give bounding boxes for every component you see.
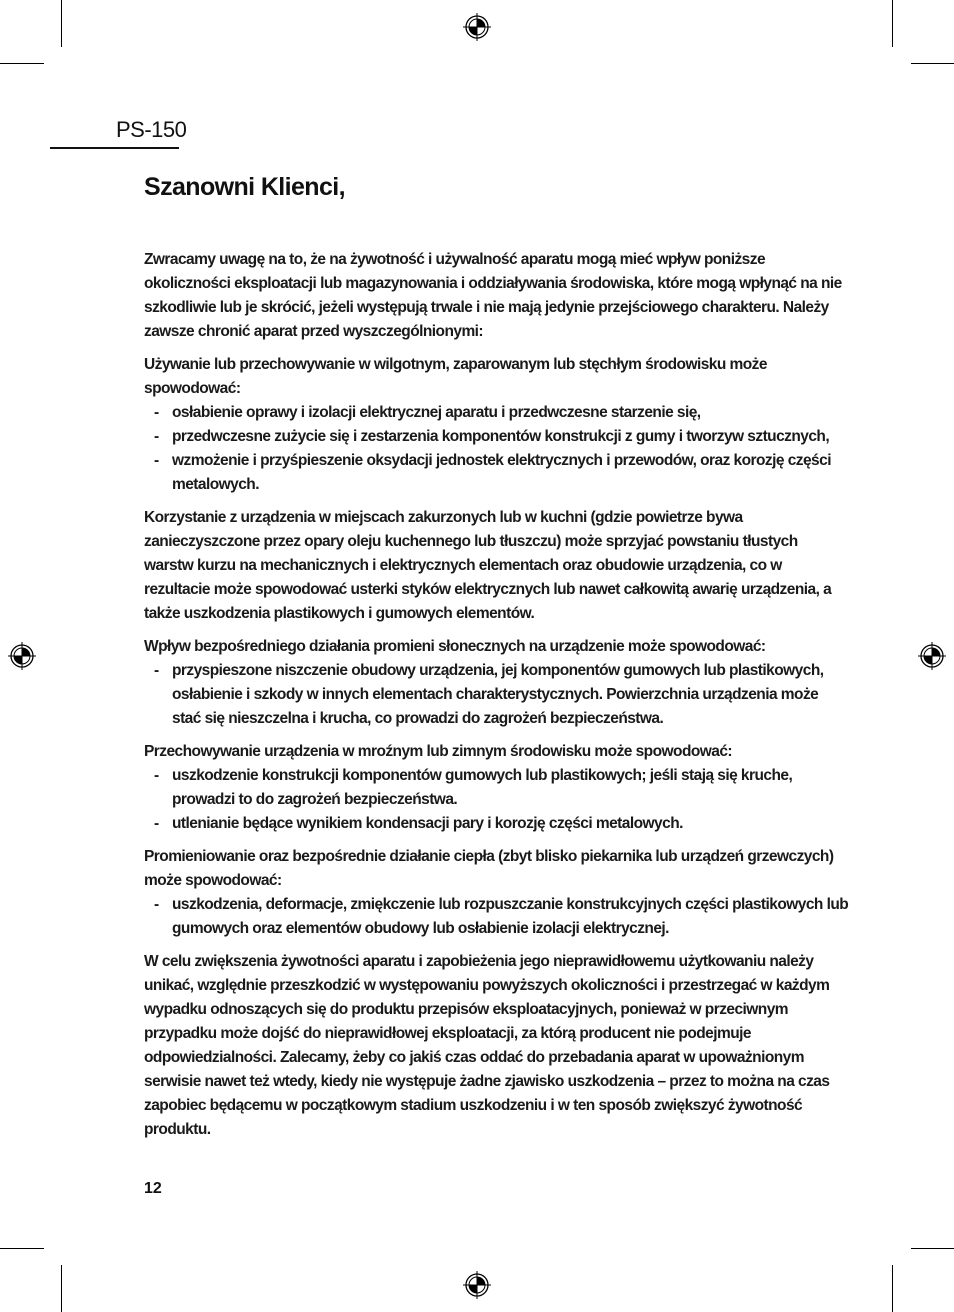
- crop-mark: [0, 63, 44, 64]
- list-marker: -: [154, 815, 159, 832]
- list-item: - przyspieszone niszczenie obudowy urządzenia, jej komponentów gumowych lub plastikowych, osłabienie i szkody w innych elementach charakterystycznych. Powierzchnia urządzenia może stać się nieszczelna i krucha, co prowadzi do zagrożeń bezpieczeństwa.: [144, 659, 849, 731]
- bullet-list: [144, 659, 849, 731]
- intro-paragraph: Zwracamy uwagę na to, że na żywotność i używalność aparatu mogą mieć wpływ poniższe okoliczności eksploatacji lub magazynowania i oddziaływania środowiska, które mogą wpłynąć na nie szkodliwie lub je skrócić, jeżeli występują trwale i nie mają jedynie przejściowego charakteru. Należy zawsze chronić aparat przed wyszczególnionymi:: [144, 251, 842, 340]
- list-marker: -: [154, 896, 159, 913]
- list-marker: -: [154, 662, 159, 679]
- header-rule: [50, 147, 179, 149]
- list-item: - przedwczesne zużycie się i zestarzenia komponentów konstrukcji z gumy i tworzyw sztucznych,: [144, 425, 849, 449]
- section-paragraph: Korzystanie z urządzenia w miejscach zakurzonych lub w kuchni (gdzie powietrze bywa zanieczyszczone przez opary oleju kuchennego lub tłuszczu) może sprzyjać powstaniu tłustych warstw kurzu na mechanicznych i elektrycznych elementach oraz obudowie urządzenia, co w rezultacie może spowodować usterki styków elektrycznych lub nawet całkowitą awarię urządzenia, a także uszkodzenia plastikowych i gumowych elementów.: [144, 509, 832, 622]
- section-paragraph: Przechowywanie urządzenia w mroźnym lub zimnym środowisku może spowodować:: [144, 743, 733, 760]
- bullet-list: [144, 401, 849, 497]
- crop-mark: [911, 63, 954, 64]
- list-item: - utlenianie będące wynikiem kondensacji pary i korozję części metalowych.: [144, 812, 849, 836]
- list-item: - uszkodzenie konstrukcji komponentów gumowych lub plastikowych; jeśli stają się kruche, prowadzi to do zagrożeń bezpieczeństwa.: [144, 764, 849, 812]
- crop-mark: [911, 1248, 954, 1249]
- list-item: - wzmożenie i przyśpieszenie oksydacji jednostek elektrycznych i przewodów, oraz korozję części metalowych.: [144, 449, 849, 497]
- crop-mark: [0, 1248, 44, 1249]
- list-item: - uszkodzenia, deformacje, zmiękczenie lub rozpuszczanie konstrukcyjnych części plastikowych lub gumowych oraz elementów obudowy lub osłabienie izolacji elektrycznej.: [144, 893, 849, 941]
- section-paragraph: Używanie lub przechowywanie w wilgotnym, zaparowanym lub stęchłym środowisku może spowodować:: [144, 356, 767, 397]
- list-marker: -: [154, 404, 159, 421]
- bullet-list: [144, 893, 849, 941]
- list-marker: -: [154, 452, 159, 469]
- page-number: 12: [144, 1180, 162, 1197]
- crop-mark: [892, 1265, 893, 1312]
- section-paragraph: Promieniowanie oraz bezpośrednie działanie ciepła (zbyt blisko piekarnika lub urządzeń grzewczych) może spowodować:: [144, 848, 834, 889]
- crop-mark: [61, 0, 62, 47]
- section-paragraph: Wpływ bezpośredniego działania promieni słonecznych na urządzenie może spowodować:: [144, 638, 766, 655]
- registration-mark-icon: [917, 641, 947, 671]
- list-marker: -: [154, 428, 159, 445]
- registration-mark-icon: [462, 12, 492, 42]
- crop-mark: [892, 0, 893, 47]
- bullet-list: [144, 764, 849, 836]
- registration-mark-icon: [7, 641, 37, 671]
- registration-mark-icon: [462, 1270, 492, 1300]
- closing-paragraph: W celu zwiększenia żywotności aparatu i zapobieżenia jego nieprawidłowemu użytkowaniu należy unikać, względnie przeszkodzić w występowaniu powyższych okoliczności i przestrzegać w każdym wypadku odnoszących się do produktu przepisów eksploatacyjnych, ponieważ w przeciwnym przypadku może dojść do nieprawidłowej eksploatacji, za którą producent nie podejmuje odpowiedzialności. Zalecamy, żeby co jakiś czas oddać do przebadania aparat w upoważnionym serwisie nawet też wtedy, kiedy nie występuje żadne zjawisko uszkodzenia – przez to można na czas zapobiec będącemu w początkowym stadium uszkodzeniu i w ten sposób zwiększyć żywotność produktu.: [144, 953, 830, 1138]
- crop-mark: [61, 1265, 62, 1312]
- page-title: Szanowni Klienci,: [144, 173, 345, 201]
- body-text: [144, 248, 849, 1151]
- model-name: PS-150: [116, 117, 187, 142]
- list-item: - osłabienie oprawy i izolacji elektrycznej aparatu i przedwczesne starzenie się,: [144, 401, 849, 425]
- list-marker: -: [154, 767, 159, 784]
